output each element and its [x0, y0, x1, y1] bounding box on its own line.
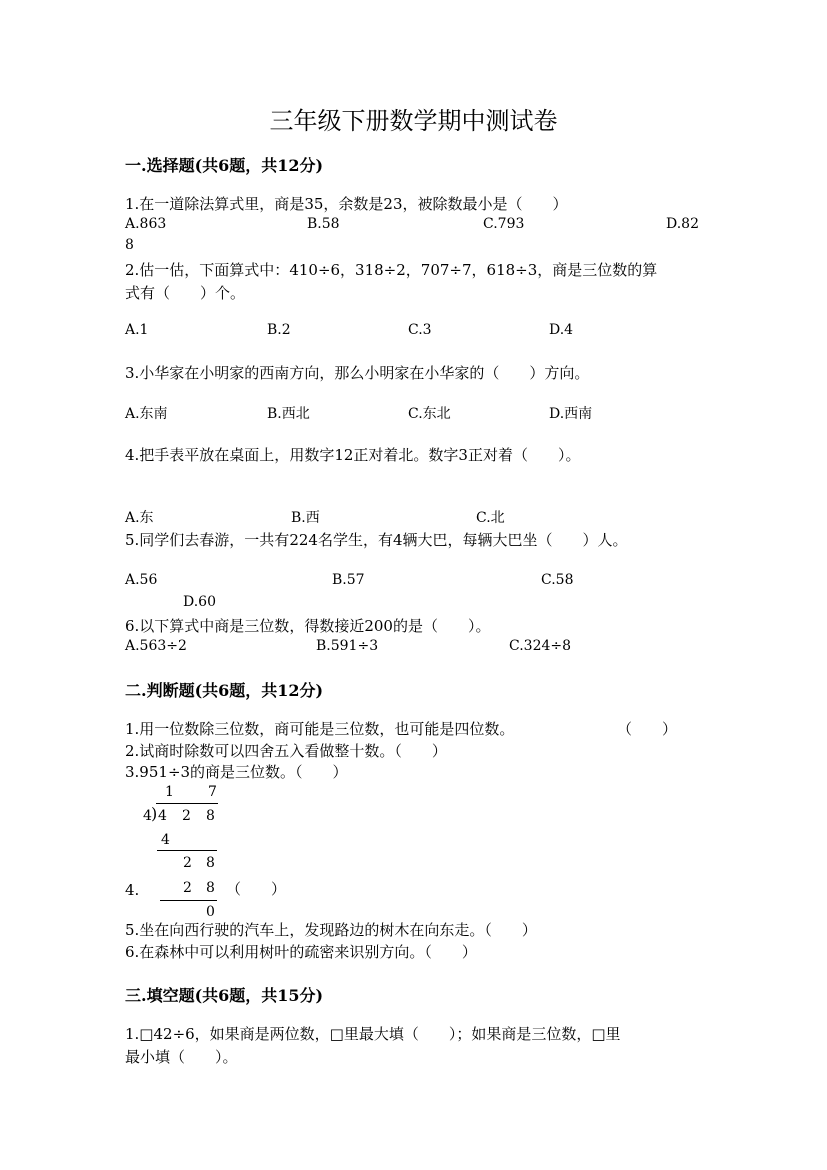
- choice-q6-option-c: C.324÷8: [509, 638, 572, 654]
- choice-q1-option-b: B.58: [307, 216, 340, 232]
- long-division-figure: [140, 782, 230, 922]
- choice-q2-option-d: D.4: [549, 322, 574, 338]
- divisor: 4: [143, 808, 152, 824]
- choice-question-3: 3.小华家在小明家的西南方向，那么小明家在小华家的（ ）方向。: [125, 364, 590, 382]
- step-product-digit: 8: [206, 880, 215, 896]
- choice-q3-option-c: C.东北: [408, 406, 451, 422]
- fill-question-1-line1: 1.□42÷6，如果商是两位数，□里最大填（ ）；如果商是三位数，□里: [125, 1025, 621, 1043]
- choice-q1-option-d-wrap: 8: [125, 237, 134, 253]
- choice-question-4: 4.把手表平放在桌面上，用数字12正对着北。数字3正对着（ ）。: [125, 446, 581, 464]
- choice-q1-option-c: C.793: [483, 216, 525, 232]
- choice-q4-option-c: C.北: [476, 510, 505, 526]
- choice-q4-option-b: B.西: [291, 510, 320, 526]
- step-remainder-digit: 2: [183, 855, 192, 871]
- section-heading-choice: 一.选择题(共6题，共12分): [125, 156, 324, 175]
- quotient-digit: 7: [208, 784, 217, 800]
- judge-question-4-number: 4.: [125, 881, 140, 899]
- dividend-digit: 2: [182, 808, 191, 824]
- judge-q1-answer-paren: （ ）: [617, 720, 678, 738]
- choice-q3-option-b: B.西北: [267, 406, 310, 422]
- page-title: 三年级下册数学期中测试卷: [269, 107, 558, 135]
- choice-q5-option-b: B.57: [332, 572, 365, 588]
- dividend-digit: 8: [206, 808, 215, 824]
- step-product: 4: [161, 832, 170, 848]
- step-remainder-digit: 8: [206, 855, 215, 871]
- judge-question-1: 1.用一位数除三位数，商可能是三位数，也可能是四位数。: [125, 720, 515, 738]
- judge-question-5: 5.坐在向西行驶的汽车上，发现路边的树木在向东走。（ ）: [125, 921, 537, 939]
- choice-q1-option-a: A.863: [125, 216, 167, 232]
- final-remainder: 0: [206, 904, 215, 920]
- dividend-digit: 4: [158, 808, 167, 824]
- choice-q4-option-a: A.东: [125, 510, 154, 526]
- choice-question-5: 5.同学们去春游，一共有224名学生，有4辆大巴，每辆大巴坐（ ）人。: [125, 531, 628, 549]
- choice-q2-option-a: A.1: [125, 322, 149, 338]
- choice-question-6: 6.以下算式中商是三位数，得数接近200的是（ ）。: [125, 617, 491, 635]
- choice-question-1: 1.在一道除法算式里，商是35，余数是23，被除数最小是（ ）: [125, 195, 568, 213]
- fill-question-1-line2: 最小填（ ）。: [125, 1048, 238, 1066]
- section-heading-fill: 三.填空题(共6题，共15分): [125, 986, 324, 1005]
- section-heading-judge: 二.判断题(共6题，共12分): [125, 681, 324, 700]
- judge-question-2: 2.试商时除数可以四舍五入看做整十数。（ ）: [125, 742, 447, 760]
- choice-q6-option-a: A.563÷2: [125, 638, 187, 654]
- judge-q4-answer-paren: （ ）: [226, 880, 287, 898]
- choice-q3-option-d: D.西南: [549, 406, 593, 422]
- step-line: [157, 850, 217, 851]
- choice-q5-option-d: D.60: [183, 594, 216, 610]
- choice-question-2-line2: 式有（ ）个。: [125, 284, 246, 302]
- quotient-digit: 1: [165, 784, 174, 800]
- choice-q5-option-a: A.56: [125, 572, 158, 588]
- step-line: [160, 900, 217, 901]
- step-product-digit: 2: [183, 880, 192, 896]
- choice-q3-option-a: A.东南: [125, 406, 168, 422]
- choice-q2-option-b: B.2: [267, 322, 291, 338]
- choice-q1-option-d: D.82: [666, 216, 699, 232]
- judge-question-3: 3.951÷3的商是三位数。（ ）: [125, 763, 348, 781]
- judge-question-6: 6.在森林中可以利用树叶的疏密来识别方向。（ ）: [125, 943, 477, 961]
- choice-q5-option-c: C.58: [541, 572, 574, 588]
- division-bar: [156, 803, 218, 804]
- choice-question-2-line1: 2.估一估，下面算式中：410÷6，318÷2，707÷7，618÷3，商是三位数的算: [125, 261, 658, 279]
- choice-q2-option-c: C.3: [408, 322, 432, 338]
- division-bracket: ): [151, 804, 158, 823]
- choice-q6-option-b: B.591÷3: [316, 638, 379, 654]
